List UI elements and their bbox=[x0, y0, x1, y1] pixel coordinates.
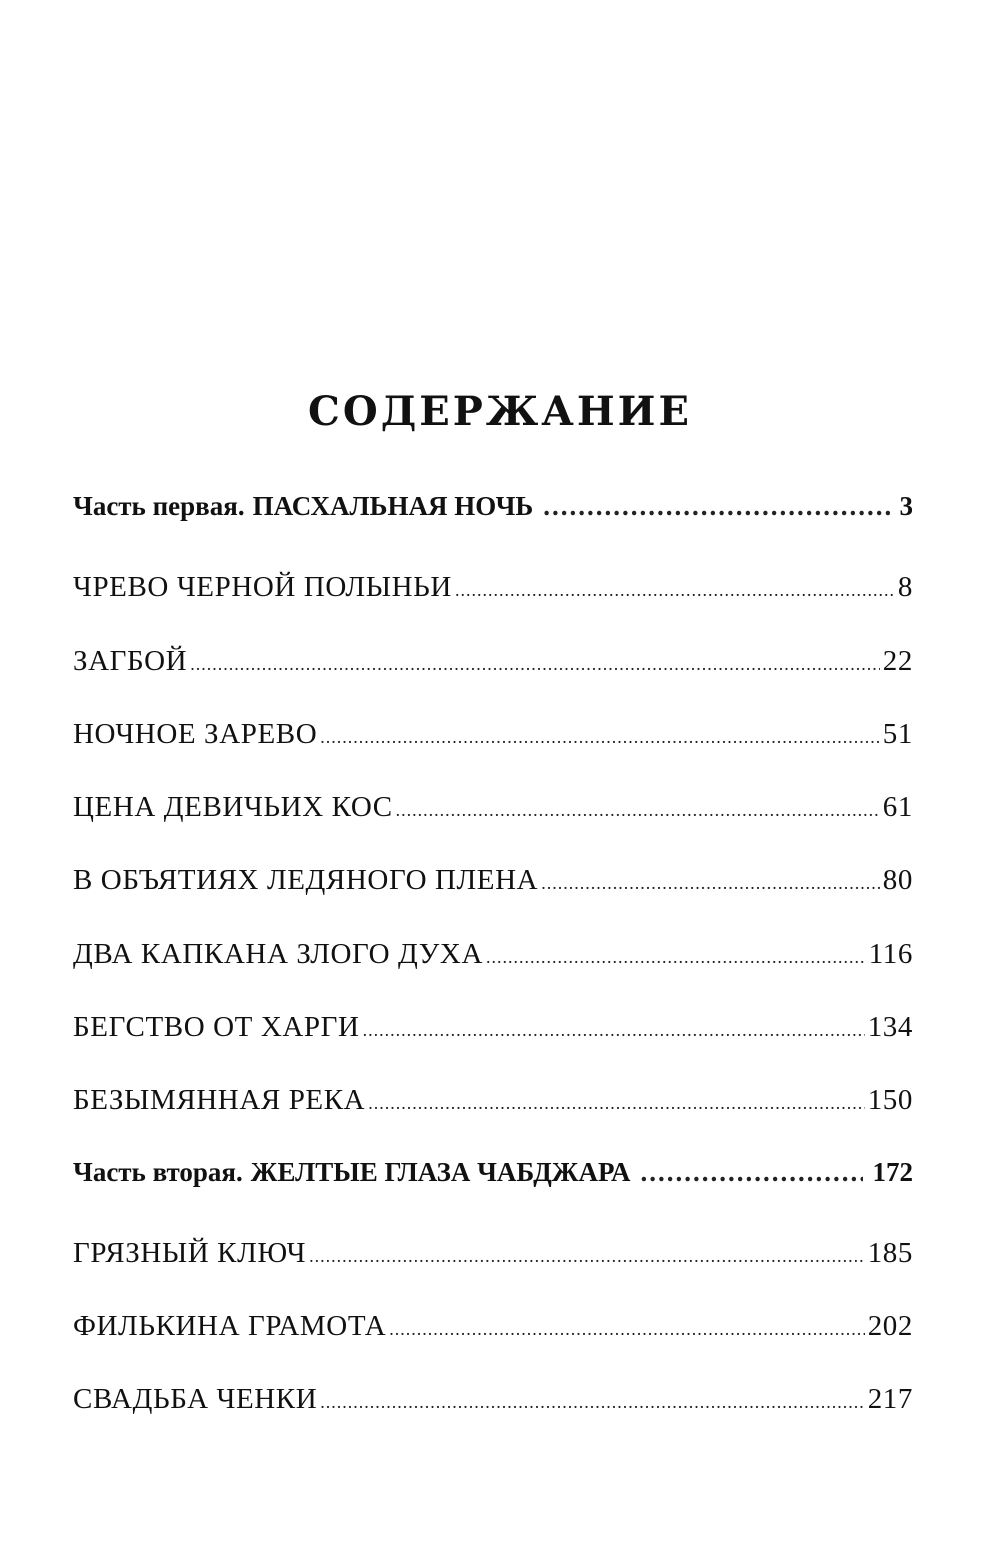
leader-dots bbox=[543, 493, 889, 520]
toc-chapter[interactable] bbox=[73, 793, 913, 822]
chapter-title: БЕГСТВО ОТ ХАРГИ bbox=[73, 1011, 360, 1043]
leader-dots bbox=[396, 793, 880, 822]
toc-chapter[interactable] bbox=[73, 1385, 913, 1414]
leader-dots bbox=[486, 940, 866, 969]
part-title: ПАСХАЛЬНАЯ НОЧЬ bbox=[252, 491, 534, 521]
chapter-title: ЦЕНА ДЕВИЧЬИХ КОС bbox=[73, 791, 393, 823]
part-prefix: Часть первая. bbox=[73, 491, 245, 521]
leader-dots bbox=[641, 1159, 863, 1186]
page-number: 51 bbox=[882, 718, 913, 750]
toc-chapter[interactable] bbox=[73, 647, 913, 676]
toc-chapter[interactable] bbox=[73, 1312, 913, 1341]
chapter-title: ДВА КАПКАНА ЗЛОГО ДУХА bbox=[73, 938, 483, 970]
leader-dots bbox=[363, 1013, 865, 1042]
chapter-title: ЗАГБОЙ bbox=[73, 645, 188, 677]
page-number: 22 bbox=[882, 645, 913, 677]
part-prefix: Часть вторая. bbox=[73, 1157, 243, 1187]
leader-dots bbox=[389, 1312, 864, 1341]
page-number: 80 bbox=[882, 864, 913, 896]
toc-chapter[interactable] bbox=[73, 1086, 913, 1115]
leader-dots bbox=[320, 720, 880, 749]
toc-chapter[interactable] bbox=[73, 573, 913, 602]
chapter-title: ЧРЕВО ЧЕРНОЙ ПОЛЫНЬИ bbox=[73, 571, 452, 603]
toc-part-1[interactable] bbox=[73, 493, 913, 520]
page-number: 217 bbox=[867, 1383, 913, 1415]
page-number: 150 bbox=[867, 1084, 913, 1116]
leader-dots bbox=[190, 647, 880, 676]
leader-dots bbox=[309, 1239, 865, 1268]
chapter-title: В ОБЪЯТИЯХ ЛЕДЯНОГО ПЛЕНА bbox=[73, 864, 539, 896]
chapter-title: БЕЗЫМЯННАЯ РЕКА bbox=[73, 1084, 366, 1116]
leader-dots bbox=[320, 1385, 864, 1414]
toc-chapter[interactable] bbox=[73, 1239, 913, 1268]
toc-chapter[interactable] bbox=[73, 720, 913, 749]
chapter-title: ГРЯЗНЫЙ КЛЮЧ bbox=[73, 1237, 307, 1269]
chapter-title: СВАДЬБА ЧЕНКИ bbox=[73, 1383, 318, 1415]
leader-dots bbox=[541, 866, 880, 895]
leader-dots bbox=[368, 1086, 864, 1115]
toc-part-2[interactable] bbox=[73, 1159, 913, 1186]
page-number: 3 bbox=[899, 491, 913, 521]
page-number: 185 bbox=[867, 1237, 913, 1269]
page-number: 8 bbox=[897, 571, 913, 603]
chapter-title: НОЧНОЕ ЗАРЕВО bbox=[73, 718, 318, 750]
page-number: 172 bbox=[872, 1157, 913, 1187]
page-number: 202 bbox=[867, 1310, 913, 1342]
page-number: 61 bbox=[882, 791, 913, 823]
toc-chapter[interactable] bbox=[73, 940, 913, 969]
chapter-title: ФИЛЬКИНА ГРАМОТА bbox=[73, 1310, 387, 1342]
leader-dots bbox=[455, 573, 895, 602]
page-number: 134 bbox=[867, 1011, 913, 1043]
page-title: СОДЕРЖАНИЕ bbox=[308, 387, 692, 435]
page-number: 116 bbox=[868, 938, 913, 970]
toc-chapter[interactable] bbox=[73, 866, 913, 895]
part-title: ЖЕЛТЫЕ ГЛАЗА ЧАБДЖАРА bbox=[250, 1157, 631, 1187]
toc-chapter[interactable] bbox=[73, 1013, 913, 1042]
